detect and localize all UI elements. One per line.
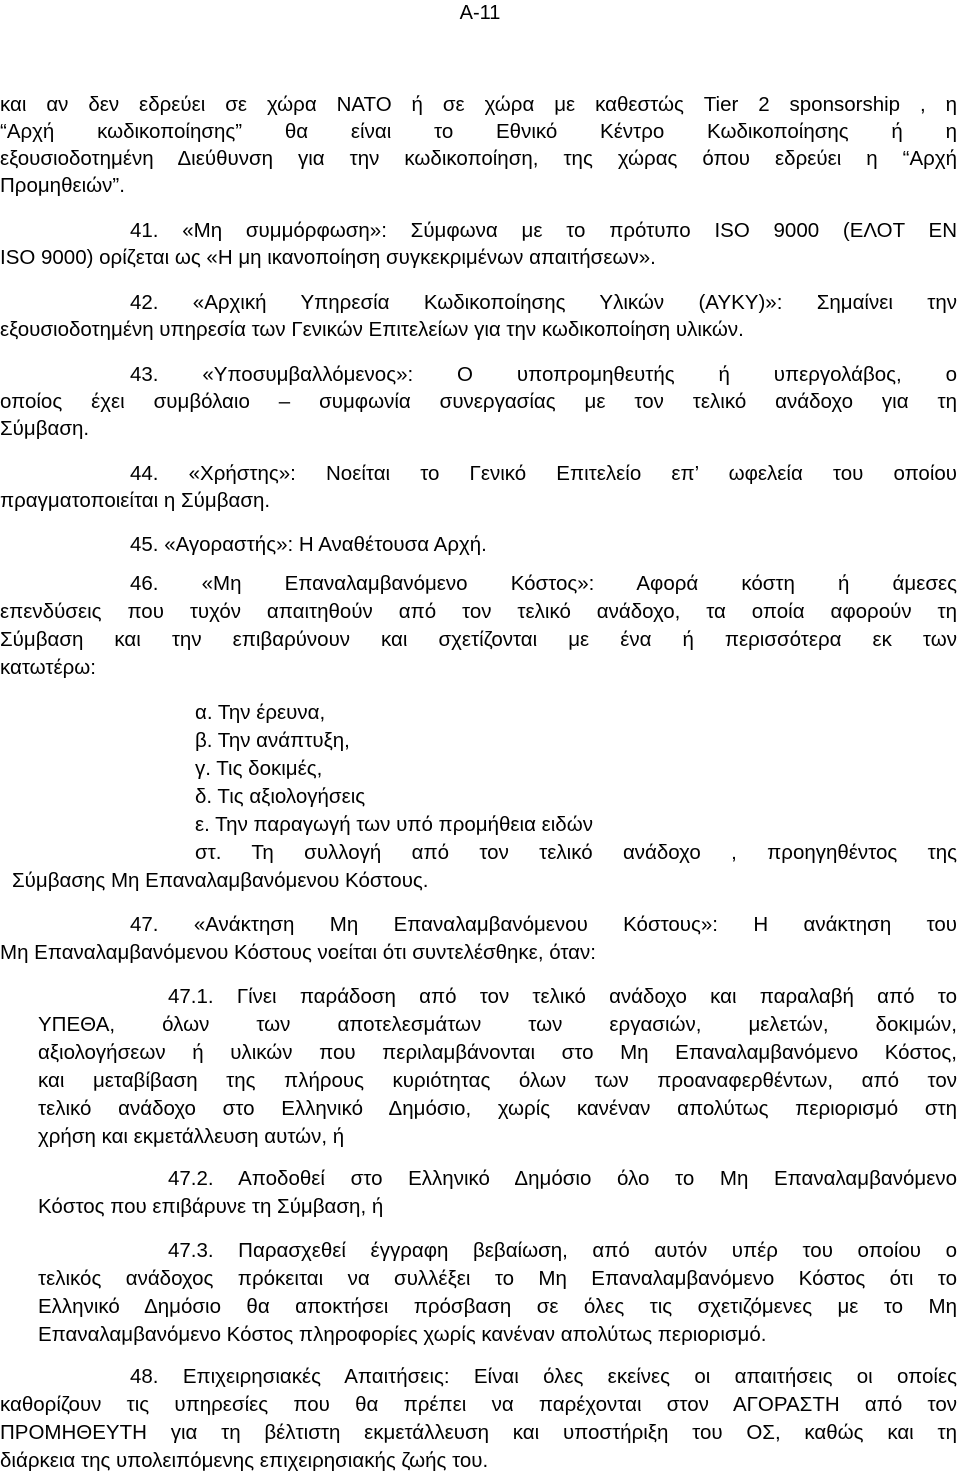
- text-line: τελικός ανάδοχος πρόκειται να συλλέξει το Μη Επαναλαμβανόμενο Κόστος ότι το: [38, 1267, 957, 1290]
- text-line: Σύμβαση και την επιβαρύνουν και σχετίζονται με ένα ή περισσότερα εκ των: [0, 628, 957, 651]
- text-line: πραγματοποιείται η Σύμβαση.: [0, 489, 271, 512]
- text-line: Κόστος που επιβάρυνε τη Σύμβαση, ή: [38, 1195, 384, 1218]
- text-line: Σύμβαση.: [0, 417, 90, 440]
- list-item: α. Την έρευνα,: [195, 701, 326, 724]
- page-number: Α-11: [459, 2, 501, 24]
- text-line: Μη Επαναλαμβανόμενου Κόστους νοείται ότι συντελέσθηκε, όταν:: [0, 941, 596, 964]
- definition-48-heading: 48. Επιχειρησιακές Απαιτήσεις: Είναι όλες εκείνες οι απαιτήσεις οι οποίες: [130, 1365, 957, 1388]
- text-line: ΥΠΕΘΑ, όλων των αποτελεσμάτων των εργασιών, μελετών, δοκιμών,: [38, 1013, 957, 1036]
- subclause-47-2: 47.2. Αποδοθεί στο Ελληνικό Δημόσιο όλο το Μη Επαναλαμβανόμενο: [168, 1167, 957, 1190]
- text-line: αξιολογήσεων ή υλικών που περιλαμβάνονται στο Μη Επαναλαμβανόμενο Κόστος,: [38, 1041, 957, 1064]
- definition-47-heading: 47. «Ανάκτηση Μη Επαναλαμβανόμενου Κόστους»: Η ανάκτηση του: [130, 913, 957, 936]
- definition-46-heading: 46. «Μη Επαναλαμβανόμενο Κόστος»: Αφορά κόστη ή άμεσες: [130, 572, 957, 595]
- list-item: γ. Τις δοκιμές,: [195, 757, 323, 780]
- text-line: καθορίζουν τις υπηρεσίες που θα πρέπει να παρέχονται στον ΑΓΟΡΑΣΤΗ από τον: [0, 1393, 957, 1416]
- text-line: Ελληνικό Δημόσιο θα αποκτήσει πρόσβαση σε όλες τις σχετιζόμενες με το Μη: [38, 1295, 957, 1318]
- text-line: εξουσιοδοτημένη υπηρεσία των Γενικών Επιτελείων για την κωδικοποίηση υλικών.: [0, 318, 744, 341]
- definition-43-heading: 43. «Υποσυμβαλλόμενος»: Ο υποπρομηθευτής ή υπεργολάβος, ο: [130, 363, 957, 386]
- text-line: Προμηθειών”.: [0, 174, 125, 197]
- subclause-47-1: 47.1. Γίνει παράδοση από τον τελικό ανάδοχο και παραλαβή από το: [168, 985, 957, 1008]
- definition-44-heading: 44. «Χρήστης»: Νοείται το Γενικό Επιτελείο επ’ ωφελεία του οποίου: [130, 462, 957, 485]
- definition-41-heading: 41. «Μη συμμόρφωση»: Σύμφωνα με το πρότυπο ISO 9000 (ΕΛΟΤ ΕΝ: [130, 219, 957, 242]
- definition-42-heading: 42. «Αρχική Υπηρεσία Κωδικοποίησης Υλικών (ΑΥΚΥ)»: Σημαίνει την: [130, 291, 957, 314]
- text-line: διάρκεια της υπολειπόμενης επιχειρησιακής ζωής του.: [0, 1449, 489, 1472]
- text-line: ΠΡΟΜΗΘΕΥΤΗ για τη βέλτιστη εκμετάλλευση και υποστήριξη του ΟΣ, καθώς και τη: [0, 1421, 957, 1444]
- list-item: ε. Την παραγωγή των υπό προμήθεια ειδών: [195, 813, 593, 836]
- list-item: δ. Τις αξιολογήσεις: [195, 785, 366, 808]
- text-line: και αν δεν εδρεύει σε χώρα ΝΑΤΟ ή σε χώρα με καθεστώς Tier 2 sponsorship , η: [0, 93, 957, 116]
- text-line: τελικό ανάδοχο στο Ελληνικό Δημόσιο, χωρίς κανέναν απολύτως περιορισμό στη: [38, 1097, 957, 1120]
- text-line: ISO 9000) ορίζεται ως «Η μη ικανοποίηση συγκεκριμένων απαιτήσεων».: [0, 246, 656, 269]
- text-line: “Αρχή κωδικοποίησης” θα είναι το Εθνικό Κέντρο Κωδικοποίησης ή η: [0, 120, 957, 143]
- text-line: Επαναλαμβανόμενο Κόστος πληροφορίες χωρίς κανέναν απολύτως περιορισμό.: [38, 1323, 767, 1346]
- text-line: κατωτέρω:: [0, 656, 96, 679]
- definition-45-heading: 45. «Αγοραστής»: Η Αναθέτουσα Αρχή.: [130, 533, 487, 556]
- list-item: στ. Τη συλλογή από τον τελικό ανάδοχο , προηγηθέντος της: [195, 841, 957, 864]
- subclause-47-3: 47.3. Παρασχεθεί έγγραφη βεβαίωση, από αυτόν υπέρ του οποίου ο: [168, 1239, 957, 1262]
- text-line: χρήση και εκμετάλλευση αυτών, ή: [38, 1125, 345, 1148]
- text-line: Σύμβασης Μη Επαναλαμβανόμενου Κόστους.: [12, 869, 429, 892]
- list-item: β. Την ανάπτυξη,: [195, 729, 350, 752]
- text-line: εξουσιοδοτημένη Διεύθυνση για την κωδικοποίηση, της χώρας όπου εδρεύει η “Αρχή: [0, 147, 957, 170]
- text-line: και μεταβίβαση της πλήρους κυριότητας όλων των προαναφερθέντων, από τον: [38, 1069, 957, 1092]
- text-line: οποίος έχει συμβόλαιο – συμφωνία συνεργασίας με τον τελικό ανάδοχο για τη: [0, 390, 957, 413]
- text-line: επενδύσεις που τυχόν απαιτηθούν από τον τελικό ανάδοχο, τα οποία αφορούν τη: [0, 600, 957, 623]
